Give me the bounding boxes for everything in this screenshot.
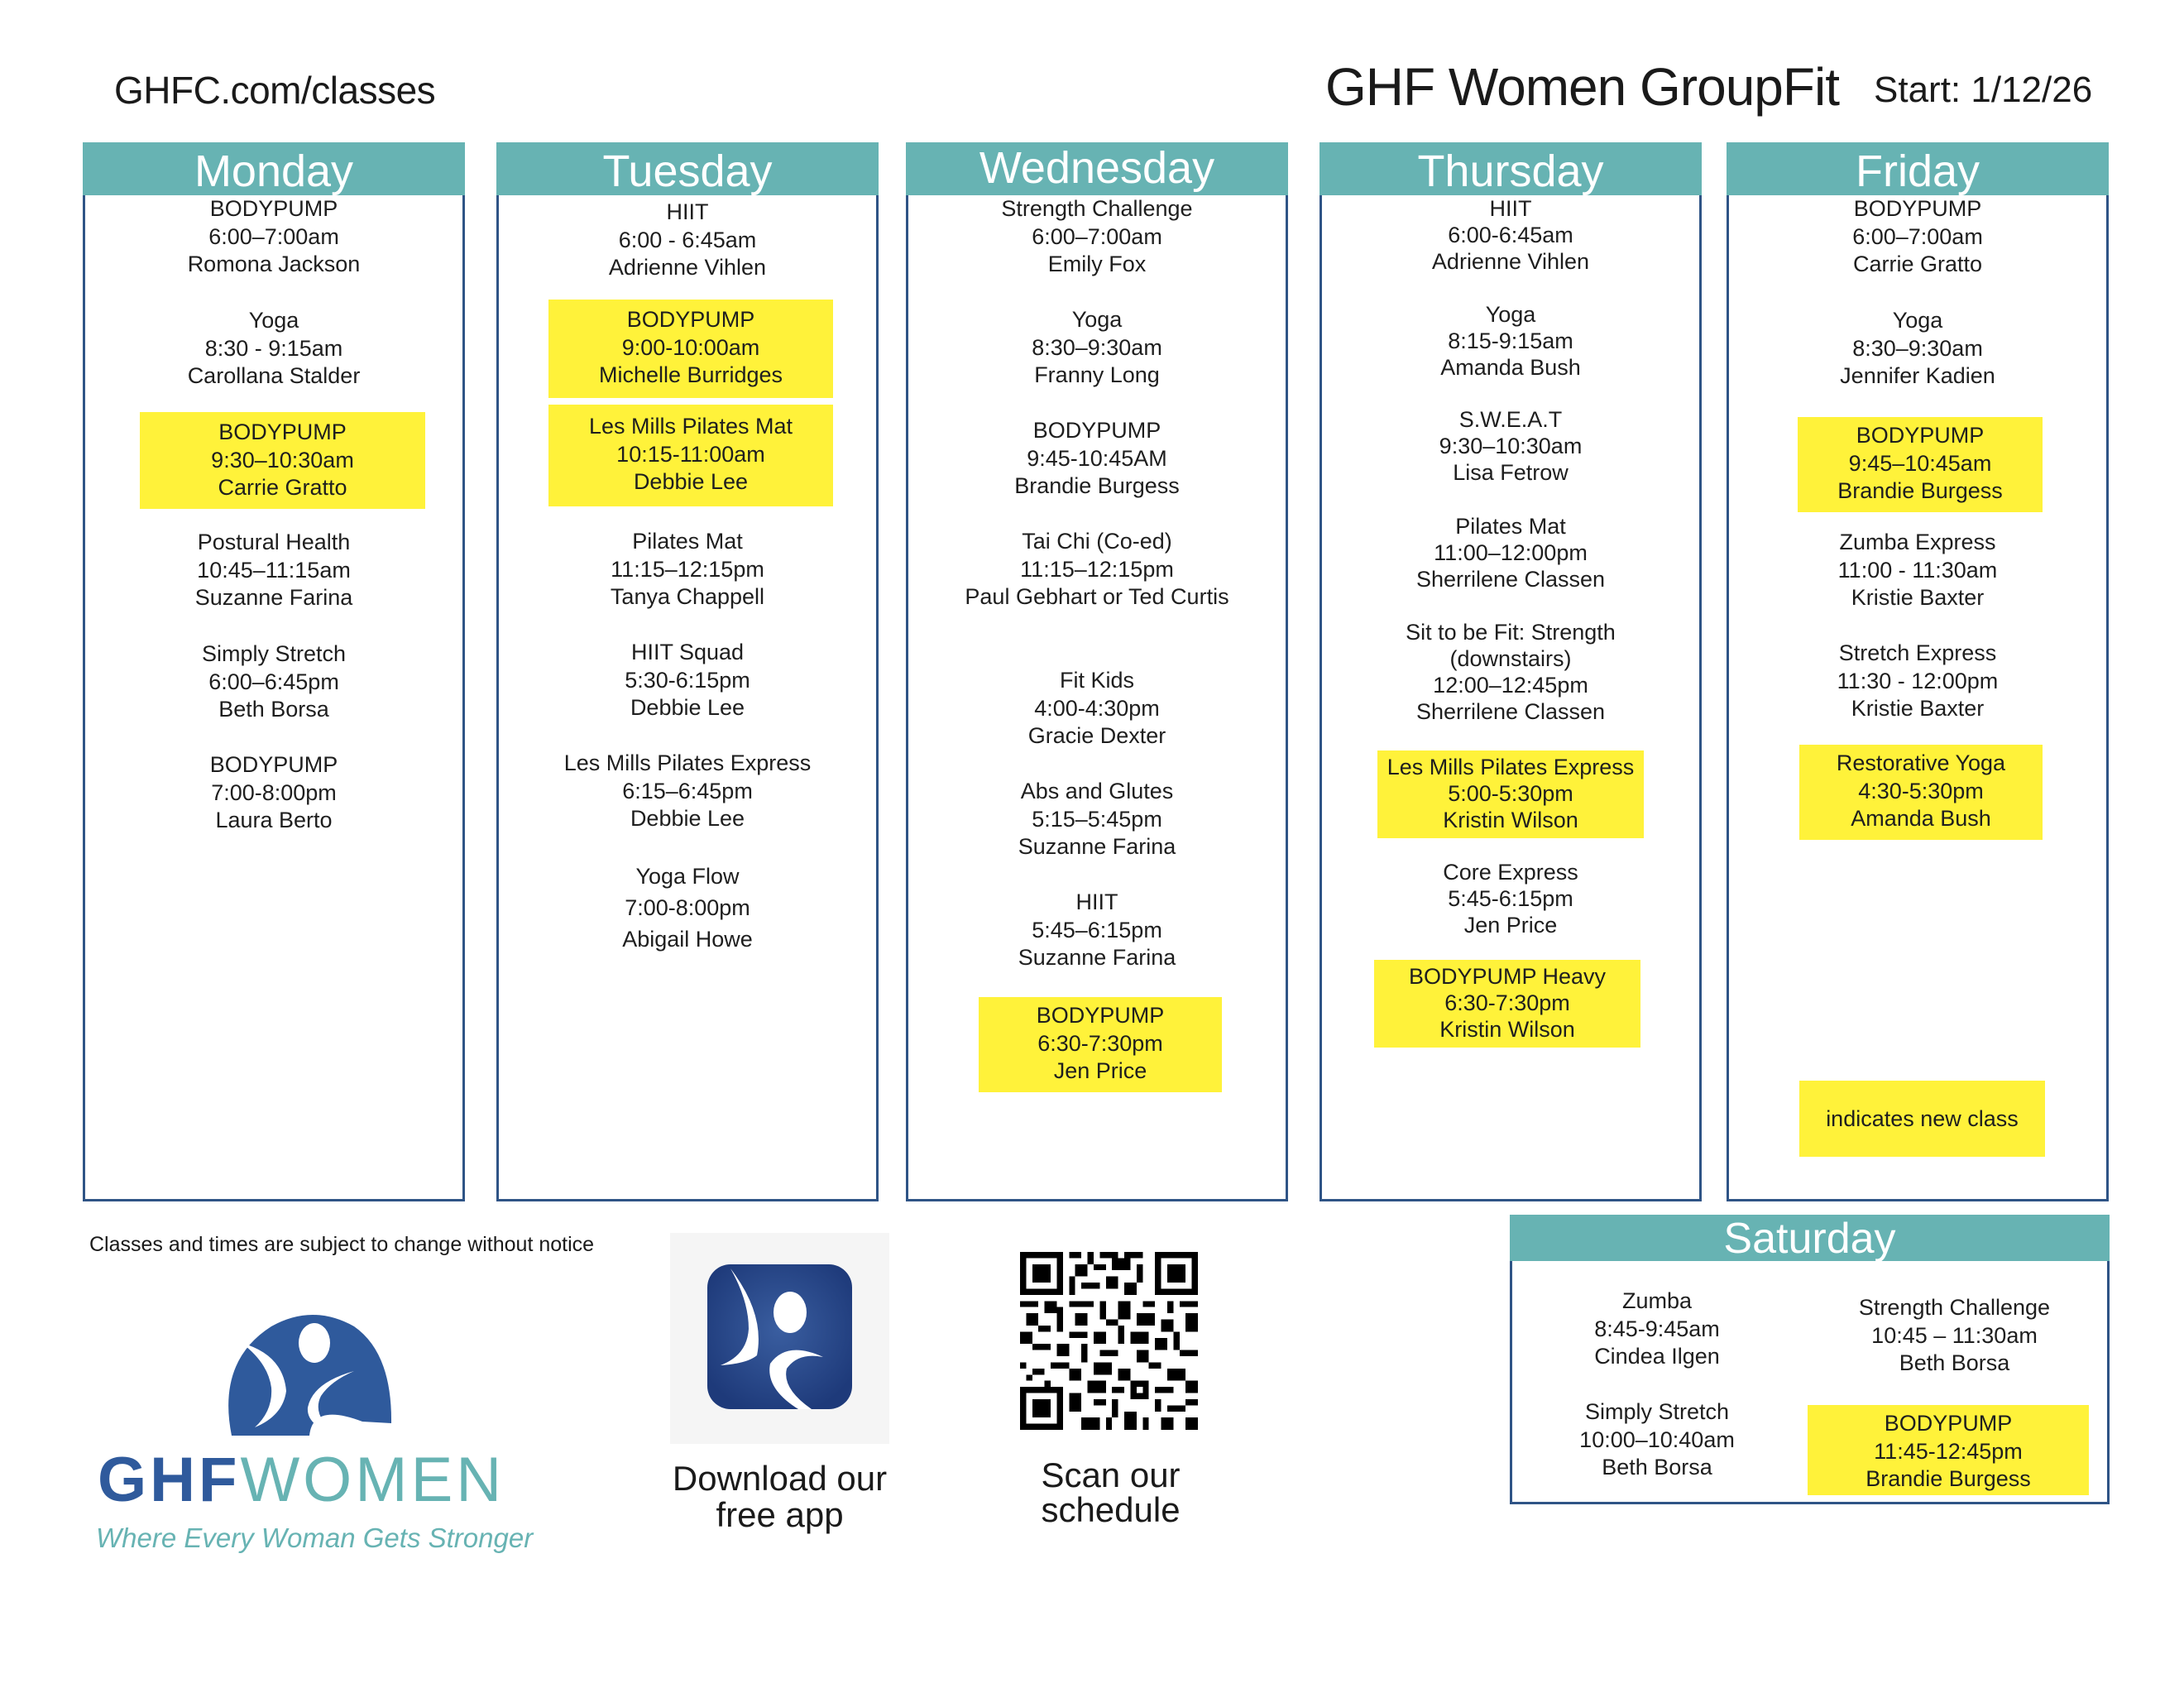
class-entry: Strength Challenge 10:45 – 11:30am Beth Borsa xyxy=(1858,1295,2051,1375)
class-entry: S.W.E.A.T 9:30–10:30am Lisa Fetrow xyxy=(1439,407,1583,485)
day-body-tuesday xyxy=(499,195,876,1199)
class-entry: Tai Chi (Co-ed) 11:15–12:15pm Paul Gebhart or Ted Curtis xyxy=(965,529,1229,609)
class-entry: BODYPUMP 6:00–7:00am Carrie Gratto xyxy=(1852,196,1983,276)
day-column-monday xyxy=(83,142,465,1201)
qr-caption: Scan our schedule xyxy=(1041,1455,1181,1529)
logo-tagline: Where Every Woman Gets Stronger xyxy=(96,1523,534,1553)
class-entry: HIIT 5:45–6:15pm Suzanne Farina xyxy=(1018,890,1176,970)
day-body-thursday xyxy=(1322,195,1699,1199)
new-class-legend: indicates new class xyxy=(1799,1081,2045,1157)
class-entry: BODYPUMP 6:00–7:00am Romona Jackson xyxy=(187,196,361,276)
class-entry: BODYPUMP 9:45-10:45AM Brandie Burgess xyxy=(1014,418,1180,498)
day-header-tuesday: Tuesday xyxy=(496,142,879,195)
class-entry: Pilates Mat 11:15–12:15pm Tanya Chappell xyxy=(610,529,765,609)
site-url[interactable]: GHFC.com/classes xyxy=(114,69,436,112)
logo-wordmark: GHFWOMEN xyxy=(98,1445,505,1515)
class-entry-new: BODYPUMP 6:30-7:30pm Jen Price xyxy=(979,997,1222,1092)
class-entry: HIIT 6:00-6:45am Adrienne Vihlen xyxy=(1431,196,1590,274)
class-entry: Zumba Express 11:00 - 11:30am Kristie Baxter xyxy=(1837,530,1998,610)
day-header-thursday: Thursday xyxy=(1320,142,1702,195)
class-entry: Fit Kids 4:00-4:30pm Gracie Dexter xyxy=(1027,668,1166,748)
runner-figure-icon xyxy=(222,1312,404,1436)
app-download-tile[interactable] xyxy=(670,1233,889,1444)
class-entry-new: Restorative Yoga 4:30-5:30pm Amanda Bush xyxy=(1799,745,2043,840)
day-header-friday: Friday xyxy=(1727,142,2109,195)
class-entry-new: BODYPUMP 11:45-12:45pm Brandie Burgess xyxy=(1808,1405,2089,1495)
class-entry: Postural Health 10:45–11:15am Suzanne Farina xyxy=(194,530,353,610)
class-entry-new: BODYPUMP 9:30–10:30am Carrie Gratto xyxy=(140,412,425,509)
class-entry: Abs and Glutes 5:15–5:45pm Suzanne Farina xyxy=(1018,779,1176,859)
class-entry: Sit to be Fit: Strength (downstairs) 12:00–12:45pm Sherrilene Classen xyxy=(1406,620,1616,724)
day-header-wednesday: Wednesday xyxy=(906,142,1288,195)
day-column-wednesday xyxy=(906,142,1288,1201)
day-header-monday: Monday xyxy=(83,142,465,195)
class-entry: BODYPUMP 7:00-8:00pm Laura Berto xyxy=(209,752,338,832)
day-column-thursday xyxy=(1320,142,1702,1201)
day-header-saturday: Saturday xyxy=(1510,1215,2110,1261)
class-entry-new: Les Mills Pilates Mat 10:15-11:00am Debbie Lee xyxy=(548,405,833,506)
class-entry-new: BODYPUMP 9:45–10:45am Brandie Burgess xyxy=(1798,417,2043,512)
page-title: GHF Women GroupFit xyxy=(1325,57,1839,117)
start-date: Start: 1/12/26 xyxy=(1874,70,2093,110)
day-column-saturday xyxy=(1510,1215,2110,1504)
class-entry-new: BODYPUMP 9:00-10:00am Michelle Burridges xyxy=(548,300,833,398)
class-entry: Stretch Express 11:30 - 12:00pm Kristie Baxter xyxy=(1837,640,1999,721)
disclaimer: Classes and times are subject to change without notice xyxy=(89,1233,595,1256)
day-column-friday xyxy=(1727,142,2109,1201)
app-download-caption: Download our free app xyxy=(672,1459,888,1534)
class-entry: Yoga 8:30–9:30am Jennifer Kadien xyxy=(1840,308,1995,388)
ghf-women-logo xyxy=(91,1312,538,1560)
class-entry: Strength Challenge 6:00–7:00am Emily Fox xyxy=(1001,196,1193,276)
qr-code-icon xyxy=(1020,1252,1198,1430)
class-entry: Zumba 8:45-9:45am Cindea Ilgen xyxy=(1594,1288,1720,1369)
class-entry: Pilates Mat 11:00–12:00pm Sherrilene Classen xyxy=(1415,514,1606,592)
class-entry: Yoga Flow 7:00-8:00pm Abigail Howe xyxy=(622,864,753,952)
day-body-monday xyxy=(85,195,462,1199)
day-column-tuesday xyxy=(496,142,879,1201)
schedule-qr-code[interactable] xyxy=(1020,1252,1198,1430)
class-entry: Les Mills Pilates Express 6:15–6:45pm Debbie Lee xyxy=(563,750,812,831)
class-entry: Yoga 8:30 - 9:15am Carollana Stalder xyxy=(187,308,361,388)
class-entry: Yoga 8:30–9:30am Franny Long xyxy=(1032,307,1162,387)
day-body-friday xyxy=(1729,195,2106,1199)
class-entry: HIIT 6:00 - 6:45am Adrienne Vihlen xyxy=(608,199,767,280)
day-body-saturday xyxy=(1512,1261,2107,1495)
class-entry: Yoga 8:15-9:15am Amanda Bush xyxy=(1440,302,1581,380)
app-icon xyxy=(707,1264,852,1459)
class-entry-new: BODYPUMP Heavy 6:30-7:30pm Kristin Wilson xyxy=(1374,960,1640,1048)
class-entry: Core Express 5:45-6:15pm Jen Price xyxy=(1443,860,1578,938)
class-entry-new: Les Mills Pilates Express 5:00-5:30pm Kristin Wilson xyxy=(1377,750,1644,838)
day-body-wednesday xyxy=(908,195,1286,1199)
class-entry: HIIT Squad 5:30-6:15pm Debbie Lee xyxy=(625,640,750,720)
class-entry: Simply Stretch 6:00–6:45pm Beth Borsa xyxy=(201,641,347,722)
class-entry: Simply Stretch 10:00–10:40am Beth Borsa xyxy=(1579,1399,1735,1479)
